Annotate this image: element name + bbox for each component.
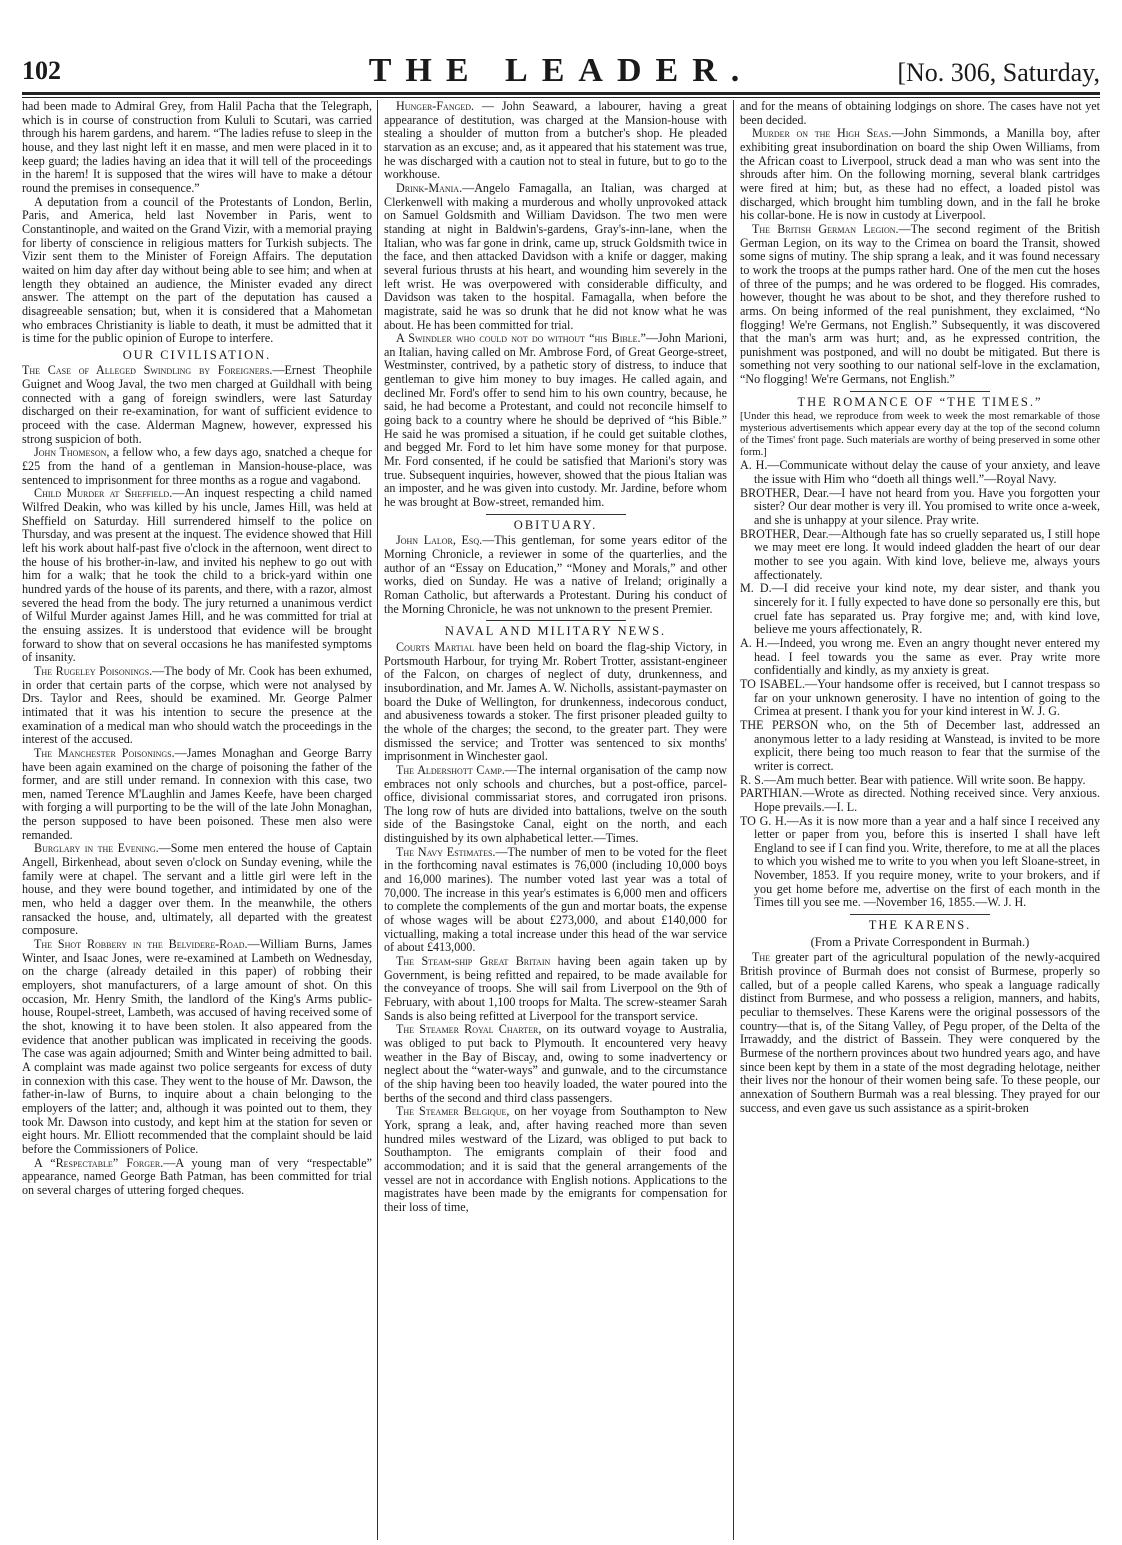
article-body: —The internal organisation of the camp now embraces not only schools and churches, but a post-office, parcel-office, divisional commissariat stores, and corrugated iron prisons. The long row of huts are divided into battalions, twelve on the south side of the Basingstoke Canal, eight on the north, and each distinguished by its own alphabetical letter.—Times. [384, 762, 727, 846]
article-paragraph [384, 641, 727, 764]
article-paragraph [384, 1023, 727, 1105]
article-lead: The Aldershott Camp. [396, 762, 505, 777]
article-body: on its outward voyage to Australia, was obliged to put back to Plymouth. It encountered very heavy weather in the Bay of Biscay, and, owing to some inadvertency or neglect about the “water-ways” and gunwale, and to the circumstance of the ship having been too heavily loaded, the water poured into the berths of the second and third class passengers. [384, 1022, 727, 1105]
article-paragraph [22, 364, 372, 446]
article-paragraph [22, 487, 372, 665]
article-paragraph [22, 747, 372, 843]
article-lead: The Navy Estimates. [396, 844, 496, 859]
article-body: —The number of men to be voted for the fleet in the forthcoming naval estimates is 76,000 (including 10,000 boys and 16,000 marines). The number voted last year was a total of 70,000. The increase in this year's estimates is 6,000 men and officers to complete the complements of the gun and mortar boats, the expense of whose wages will be about £273,000, and about £140,000 for victualling, making a total increase under this head of the war service of about £413,000. [384, 844, 727, 955]
advertisement: BROTHER, Dear.—Although fate has so cruelly separated us, I still hope we may meet ere long. It would indeed gladden the heart of our dear mother to see you again. With kind love, believe me, always yours affectionately. [740, 526, 1100, 582]
article-paragraph [22, 1157, 372, 1198]
column-2 [384, 100, 727, 1540]
article-body: a fellow who, a few days ago, snatched a cheque for £25 from the hand of a gentleman in Mansion-house-place, was sentenced to imprisonment for three months as a rogue and vagabond. [22, 445, 372, 487]
article-lead: John Thomeson, [34, 445, 110, 460]
article-body: on her voyage from Southampton to New York, sprang a leak, and, after having reached more than seven hundred miles westward of the Lizard, was obliged to put back to Southampton. The emigrants complain of their food and accommodation; and it is said that the general arrangements of the vessel are not in accordance with English notions. Applications to the magistrates have been made by the emigrants for compensation for their loss of time, [384, 1104, 727, 1214]
article-lead: The Steam-ship Great Britain [396, 954, 551, 969]
masthead-rule-thin [22, 97, 1100, 98]
article-body: having been again taken up by Government, is being refitted and repaired, to be made available for the conveyance of troops. She will sail from Liverpool on the 9th of February, with about 1,100 troops for Malta. The screw-steamer Sarah Sands is also being refitted at Liverpool for the transport service. [384, 954, 727, 1023]
article-paragraph [22, 665, 372, 747]
article-body: —John Marioni, an Italian, having called on Mr. Ambrose Ford, of Great George-street, Westminster, contrived, by a pathetic story of distress, to induce that gentleman to give him money to buy images. He called again, and declined Mr. Ford's offer to send him to his own country, because, he said, he had become a Protestant, and could not reconcile himself to going back to a country where he should be deprived of “his Bible.” He said he was promised a situation, if he could get suitable clothes, and begged Mr. Ford to let him have some money for that purpose. Mr. Ford consented, if he could be satisfied that Marioni's story was true. Subsequent inquiries, however, showed that the pious Italian was an imposter, and he was given into custody. Mr. Jardine, before whom he was brought at Bow-street, remanded him. [384, 331, 727, 510]
section-heading: THE KARENS. [868, 918, 972, 933]
section-separator [486, 514, 626, 515]
article-lead: The Steamer Royal Charter, [396, 1022, 542, 1037]
article-paragraph: had been made to Admiral Grey, from Halil Pacha that the Telegraph, which is in course of construction from Kululi to Scutari, was carried through his harem gardens, and harem. “The ladies refuse to sleep in the house, and they last night left it en masse, and men were placed in it to keep guard; the ladies having an idea that it will tell of the proceedings in the harem! It is supposed that the wires will have to make a détour round the premises in consequence.” [22, 100, 372, 195]
article-paragraph [384, 764, 727, 846]
article-lead: Hunger-Fanged. [396, 100, 475, 113]
article-body: —William Burns, James Winter, and Isaac Jones, were re-examined at Lambeth on Wednesday, on the charge (already detailed in this paper) of robbing their employers, shot manufacturers, of a large amount of shot. On this occasion, Mr. Henry Smith, the landlord of the King's Arms public-house, Roupel-street, Lambeth, was accused of having received some of the shot, knowing it to have been stolen. It also appeared from the evidence that another publican was implicated in receiving the goods. The case was again adjourned; Smith and Winter being admitted to bail. A complaint was made against two police sergeants for excess of duty in connexion with this case. They went to the house of Mr. Dawson, the father-in-law of Burns, to inquire about a chain belonging to the employers of the latter; and, although it was pointed out to them, they took Mr. Dawson into custody, and kept him at the station for seven or eight hours. Mr. Elliott recommended that the complaint should be laid before the Commissioners of Police. [22, 937, 372, 1156]
editorial-note: [Under this head, we reproduce from week to week the most remarkable of those mysterious advertisements which appear every day at the top of the second column of the Times' front page. Such materials are worthy of being preserved in some other form.] [740, 411, 1100, 459]
section-heading: OBITUARY. [513, 517, 598, 532]
advertisement: BROTHER, Dear.—I have not heard from you. Have you forgotten your sister? Our dear mother is very ill. You promised to write once a-week, and she is unhappy at your silence. Pray write. [740, 485, 1100, 528]
article-body: have been held on board the flag-ship Victory, in Portsmouth Harbour, for trying Mr. Robert Trotter, assistant-engineer of the Falcon, on charges of neglect of duty, drunkenness, and insubordination, and Mr. James A. W. Nicholls, assistant-paymaster on board the Duke of Wellington, for drunkenness, indecorous conduct, and abusiveness towards a stoker. The first prisoner pleaded guilty to the whole of the charges; the second, to the greater part. They were dismissed the service; and Trotter was sentenced to six months' imprisonment in Winchester gaol. [384, 639, 727, 764]
advertisement: TO G. H.—As it is now more than a year and a half since I received any letter or paper from you, before this is inserted I shall have left England to see if I can find you. Write, therefore, to me at all the places to which you wished me to write to you when you left Sloane-street, in November, 1853. If you require money, write to your brokers, and if you get home before me, advertise on the first of each month in the Times till you see me. —November 16, 1855.—W. J. H. [740, 813, 1100, 910]
article-lead: Courts Martial [396, 639, 475, 654]
article-lead: Drink-Mania. [396, 180, 463, 195]
article-lead: The British German Legion. [752, 221, 899, 236]
article-lead: The Manchester Poisonings. [34, 745, 175, 760]
article-paragraph [22, 938, 372, 1157]
column-divider [377, 100, 378, 1540]
article-body: —The body of Mr. Cook has been exhumed, in order that certain parts of the corpse, which were not analysed by Drs. Taylor and Rees, should be examined. Mr. George Palmer intimated that it was his intention to secure the presence at the examination of a medical man who should watch the proceedings in the interest of the accused. [22, 663, 372, 747]
article-lead: The Rugeley Poisonings. [34, 663, 153, 678]
article-lead: A Swindler who could not do without “his Bible.” [396, 331, 646, 346]
article-paragraph [740, 127, 1100, 223]
column-3 [740, 100, 1100, 1540]
section-subheading: (From a Private Correspondent in Burmah.) [810, 934, 1030, 949]
article-body: — John Seaward, a labourer, having a great appearance of destitution, was charged at the Mansion-house with stealing a shoulder of mutton from a butcher's shop. He pleaded starvation as an excuse; and, as it appeared that his statement was true, he was discharged with a caution not to steal in future, but to go to the workhouse. [384, 100, 727, 182]
section-heading: OUR CIVILISATION. [122, 347, 272, 362]
article-body: —Some men entered the house of Captain Angell, Birkenhead, about seven o'clock on Sunday evening, while the family were at chapel. The servant and a little girl were left in the house, and they were bound together, and intimidated by one of the men, who held a dagger over them. In the meanwhile, the others ransacked the house, and, ultimately, all departed with the greatest composure. [22, 841, 372, 938]
article-body: —An inquest respecting a child named Wilfred Deakin, who was killed by his uncle, James Hill, was held at Sheffield on Saturday. Hill surrendered himself to the police on Thursday, and was present at the inquest. The evidence showed that Hill left his work about half-past five o'clock in the afternoon, went direct to the house of his brother-in-law, and invited his nephew to go out with him for a walk; that he took the child to a brick-yard within one hundred yards of the house of its parents, and there, with a razor, almost severed the head from the body. The jury returned a unanimous verdict of Wilful Murder against James Hill, and he was committed for trial at the ensuing assizes. It is understood that evidence will be brought forward to show that on several occasions he has manifested symptoms of insanity. [22, 486, 372, 665]
advertisement: TO ISABEL.—Your handsome offer is received, but I cannot trespass so far on your unknown generosity. I have no intention of going to the Crimea at present. I thank you for your kind interest in W. J. G. [740, 676, 1100, 719]
article-body: —Ernest Theophile Guignet and Woog Javal, the two men charged at Guildhall with being connected with a gang of foreign swindlers, were last Saturday discharged on their re-examination, for want of sufficient evidence to proceed with the case. Alderman Magnew, however, expressed his strong suspicion of both. [22, 363, 372, 446]
page-number: 102 [22, 56, 61, 85]
article-body: greater part of the agricultural population of the newly-acquired British province of Burmah does not consist of Burmese, properly so called, but of a people called Karens, who speak a language radically distinct from Burmese, and who possess a religion, manners, and habits, peculiar to themselves. These Karens were the original possessors of the country—that is, of the Sitang Valley, of Pegu proper, of the Delta of the Irrawaddy, and the district of Bassein. They were conquered by the Burmese of the northern provinces about two hundred years ago, and have since been kept by them in a state of the most degrading helotage, neither their lives nor the honour of their women being safe. To these people, our annexation of Southern Burmah was a real blessing. They prayed for our success, and even gave us such assistance as a spirit-broken [740, 950, 1100, 1115]
article-paragraph [22, 446, 372, 487]
advertisement: THE PERSON who, on the 5th of December last, addressed an anonymous letter to a lady residing at Wanstead, is invited to be more explicit, there being too much reason to fear that the surmise of the writer is correct. [740, 717, 1100, 773]
article-paragraph [384, 100, 727, 182]
article-lead: John Lalor, Esq. [396, 533, 483, 548]
article-paragraph: and for the means of obtaining lodgings on shore. The cases have not yet been decided. [740, 100, 1100, 127]
article-paragraph [384, 1105, 727, 1214]
article-paragraph [384, 846, 727, 955]
masthead-rule-thick [22, 92, 1100, 95]
article-paragraph [384, 955, 727, 1023]
article-lead: Child Murder at Sheffield. [34, 486, 173, 501]
advertisement: PARTHIAN.—Wrote as directed. Nothing received since. Very anxious. Hope prevails.—I. L. [740, 786, 1100, 814]
article-paragraph [740, 223, 1100, 387]
article-lead: The Shot Robbery in the Belvidere-Road. [34, 937, 248, 952]
advertisement: M. D.—I did receive your kind note, my dear sister, and thank you sincerely for it. I fully expected to have done so personally ere this, but cruel fate has separated us. Pray forgive me; and, with kind love, believe me yours affectionately, R. [740, 581, 1100, 637]
article-body: —A young man of very “respectable” appearance, named George Bath Patman, has been committed for trial on several charges of uttering forged cheques. [22, 1155, 372, 1197]
section-separator [850, 391, 990, 392]
masthead [22, 52, 1100, 96]
article-lead: A “Respectable” Forger. [34, 1155, 164, 1170]
article-lead: The [752, 950, 771, 965]
article-lead: Murder on the High Seas. [752, 126, 892, 141]
article-lead: Burglary in the Evening. [34, 841, 159, 856]
article-body: —Angelo Famagalla, an Italian, was charged at Clerkenwell with making a murderous and wholly unprovoked attack on Samuel Goldsmith and William Davidson. The two men were standing at night in Baldwin's-gardens, Gray's-inn-lane, when the Italian, who was far gone in drink, came up, struck Goldsmith twice in the face, and then attacked Davidson with a knife or dagger, making several furious thrusts at his heart, and wounding him severely in the left wrist. He was overpowered with considerable difficulty, and Davidson was taken to the hospital. Famagalla, when before the magistrate, said he was so drunk that he did not know what he was about. He has been committed for trial. [384, 180, 727, 332]
article-body: —The second regiment of the British German Legion, on its way to the Crimea on board the Transit, showed some signs of mutiny. The ship sprang a leak, and it was found necessary to work the troops at the pumps rather hard. One of the men cut the hoses of three of the pumps; and he was ordered to be flogged. His comrades, however, thought he was about to be shot, and they therefore rushed to arms. On being informed of the real punishment, they exclaimed, “No flogging! We're Germans, not English.” Subsequently, it was discovered that the man's arm was hurt; and, as he expressed contrition, the punishment was postponed, and will no doubt be mitigated. But there is something not very soothing to our national self-love in the exclamation, “No flogging! We're Germans, not English.” [740, 221, 1100, 387]
article-paragraph [384, 534, 727, 616]
article-paragraph [740, 951, 1100, 1115]
article-paragraph [384, 182, 727, 332]
article-lead: The Steamer Belgique, [396, 1104, 510, 1119]
section-heading: NAVAL AND MILITARY NEWS. [444, 624, 667, 639]
advertisement: A. H.—Indeed, you wrong me. Even an angry thought never entered my head. I feel towards you the same as ever. Pray write more confidentially and kindly, as my anxiety is great. [740, 635, 1100, 678]
article-body: —James Monaghan and George Barry have been again examined on the charge of poisoning the father of the former, and are still under remand. In connexion with this case, two men, named Terence M'Laughlin and James Keefe, have been charged with forging a will purporting to be the will of the late John Monaghan, the person supposed to have been poisoned. These men also were remanded. [22, 745, 372, 842]
article-paragraph: A deputation from a council of the Protestants of London, Berlin, Paris, and America, held last November in Paris, went to Constantinople, and waited on the Grand Vizir, with a memorial praying for liberty of conscience in religious matters for Turkish subjects. The Vizir sent them to the Minister of Foreign Affairs. The deputation waited on him day after day without being able to see him; and when at length they obtained an audience, the Minister evaded any direct answer. The attempt on the part of the deputation has caused a disagreeable sensation; but, when it is considered that a Mahometan who embraces Christianity is liable to death, it must be admitted that it is time for the public opinion of Europe to interfere. [22, 194, 372, 346]
article-lead: The Case of Alleged Swindling by Foreigners. [22, 363, 273, 378]
section-separator [850, 914, 990, 915]
article-body: —This gentleman, for some years editor of the Morning Chronicle, a reviewer in some of the quarterlies, and the author of an “Essay on Education,” “Money and Morals,” and other works, died on Sunday. He was a native of Ireland; originally a Roman Catholic, but afterwards a Protestant. During his conduct of the Morning Chronicle, he was not unknown to the present Premier. [384, 533, 727, 616]
column-divider [733, 100, 734, 1540]
advertisement: A. H.—Communicate without delay the cause of your anxiety, and leave the issue with Him who “doeth all things well.”—Royal Navy. [740, 458, 1100, 487]
column-1 [22, 100, 372, 1540]
article-body: —John Simmonds, a Manilla boy, after exhibiting great insubordination on board the ship Owen Williams, from the African coast to Liverpool, struck dead a man who was sent into the shrouds after him. On the following morning, several blank cartridges were fired at him; but, as these had no effect, a loaded pistol was discharged, which brought him tumbling down, and in the fall he broke his collar-bone. He is now in custody at Liverpool. [740, 126, 1100, 223]
issue-info: [No. 306, Saturday, [897, 58, 1100, 87]
advertisement: R. S.—Am much better. Bear with patience. Will write soon. Be happy. [740, 772, 1086, 787]
section-separator [486, 620, 626, 621]
article-paragraph [384, 332, 727, 510]
section-heading: THE ROMANCE OF “THE TIMES.” [797, 394, 1043, 409]
article-paragraph [22, 842, 372, 938]
newspaper-title: THE LEADER. [368, 52, 754, 89]
